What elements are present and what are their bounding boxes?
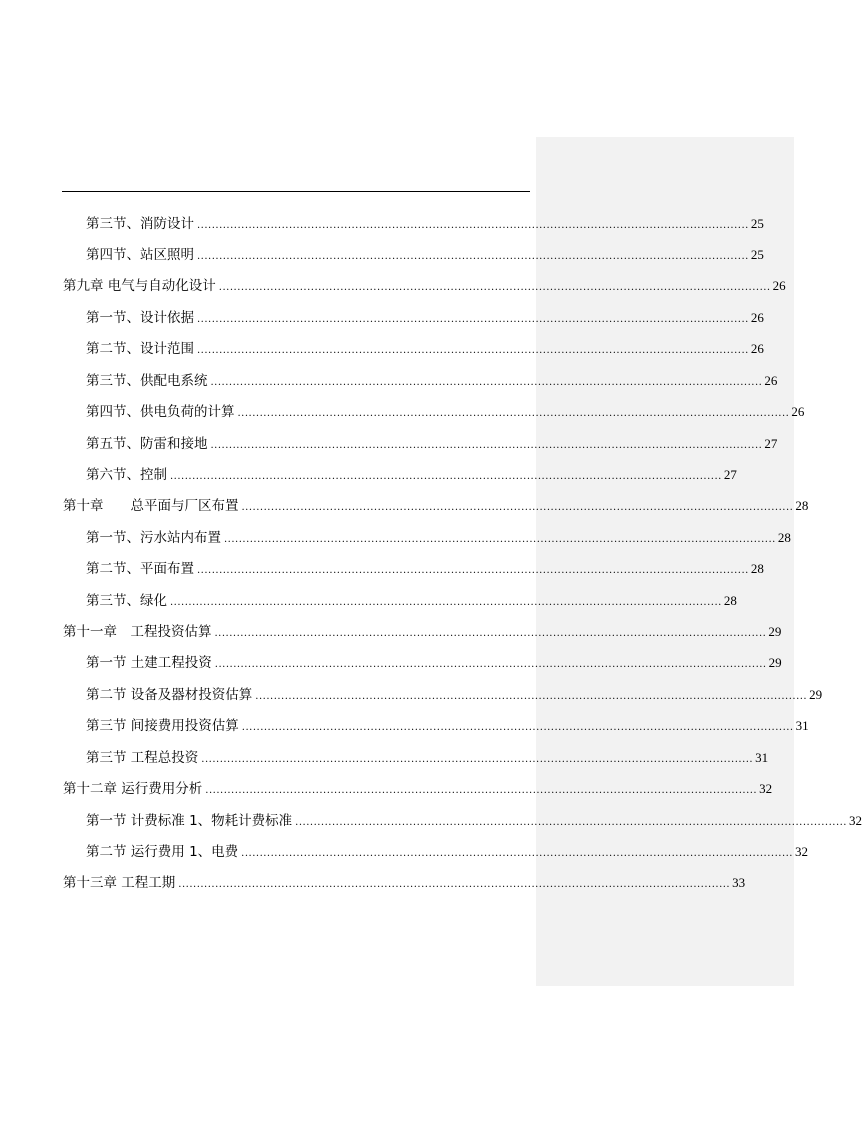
dot-leader: ...................................................................................................................................................... [237,408,790,419]
toc-entry[interactable] [86,434,778,454]
toc-entry-title: 第一节、污水站内布置 [86,530,221,546]
toc-entry-page: 31 [755,750,769,765]
dot-leader: ...................................................................................................................................................... [210,377,763,388]
toc-entry-page: 32 [759,781,773,796]
toc-entry[interactable] [63,873,746,893]
toc-entry-title: 第五节、防雷和接地 [86,436,208,452]
toc-entry[interactable] [86,402,805,422]
toc-entry-page: 26 [750,341,764,356]
dot-leader: ...................................................................................................................................................... [170,597,722,608]
dot-leader: ...................................................................................................................................................... [197,345,749,356]
toc-entry[interactable] [86,842,808,862]
dot-leader: ...................................................................................................................................................... [201,754,754,765]
toc-entry-page: 26 [764,373,778,388]
dot-leader: ...................................................................................................................................................... [178,879,731,890]
dot-leader: ...................................................................................................................................................... [197,565,749,576]
toc-entry-page: 27 [723,467,737,482]
dot-leader: ...................................................................................................................................................... [214,628,767,639]
dot-leader: ...................................................................................................................................................... [224,534,776,545]
toc-entry-page: 33 [732,875,746,890]
toc-entry-page: 28 [777,530,791,545]
dot-leader: ...................................................................................................................................................... [210,440,763,451]
toc-entry-title: 第二节 设备及器材投资估算 [86,687,253,703]
dot-leader: ...................................................................................................................................................... [170,471,722,482]
dot-leader: ...................................................................................................................................................... [197,251,749,262]
toc-entry-title: 第三节 间接费用投资估算 [86,718,239,734]
toc-entry-title: 第十三章 工程工期 [63,875,176,891]
toc-entry[interactable] [86,465,737,485]
toc-entry-page: 25 [750,247,764,262]
toc-entry[interactable] [63,779,773,799]
toc-entry-page: 29 [809,687,823,702]
toc-entry[interactable] [63,496,809,516]
toc-entry-page: 31 [795,718,809,733]
toc-entry-page: 28 [723,593,737,608]
dot-leader: ...................................................................................................................................................... [214,659,767,670]
toc-entry-title: 第四节、供电负荷的计算 [86,404,235,420]
toc-entry[interactable] [86,748,769,768]
toc-entry-page: 26 [772,278,786,293]
toc-entry-title: 第二节、设计范围 [86,341,194,357]
dot-leader: ...................................................................................................................................................... [197,314,749,325]
dot-leader: ...................................................................................................................................................... [197,220,749,231]
toc-entry-title: 第六节、控制 [86,467,167,483]
toc-entry-page: 32 [794,844,808,859]
toc-entry-page: 28 [750,561,764,576]
dot-leader: ...................................................................................................................................................... [295,817,847,828]
toc-entry-page: 26 [791,404,805,419]
toc-entry-page: 28 [795,498,809,513]
toc-entry-title: 第一节 计费标准 1、物耗计费标准 [86,813,293,829]
toc-entry-page: 26 [750,310,764,325]
dot-leader: ...................................................................................................................................................... [241,722,794,733]
header-rule [62,191,530,192]
toc-entry[interactable] [86,591,737,611]
toc-entry-title: 第十二章 运行费用分析 [63,781,203,797]
toc-entry[interactable] [86,308,764,328]
toc-entry[interactable] [86,653,782,673]
toc-entry-page: 25 [750,216,764,231]
dot-leader: ...................................................................................................................................................... [218,282,771,293]
toc-entry[interactable] [86,716,809,736]
dot-leader: ...................................................................................................................................................... [205,785,758,796]
toc-entry-title: 第二节 运行费用 1、电费 [86,844,239,860]
toc-entry-title: 第三节、供配电系统 [86,373,208,389]
toc-entry[interactable] [86,214,764,234]
toc-entry-title: 第三节、绿化 [86,593,167,609]
toc-entry[interactable] [86,811,862,831]
toc-entry-title: 第三节 工程总投资 [86,750,199,766]
toc-entry[interactable] [63,276,786,296]
toc-entry-title: 第一节 土建工程投资 [86,655,212,671]
toc-entry-title: 第十一章 工程投资估算 [63,624,212,640]
toc-entry-title: 第十章 总平面与厂区布置 [63,498,239,514]
toc-entry-title: 第四节、站区照明 [86,247,194,263]
dot-leader: ...................................................................................................................................................... [255,691,808,702]
toc-entry-page: 32 [848,813,862,828]
toc-entry-title: 第一节、设计依据 [86,310,194,326]
toc-entry[interactable] [86,528,791,548]
toc-entry[interactable] [86,559,764,579]
toc-entry[interactable] [86,245,764,265]
toc-entry-title: 第九章 电气与自动化设计 [63,278,216,294]
toc-entry[interactable] [63,622,782,642]
toc-entry-page: 29 [768,624,782,639]
toc-entry-title: 第三节、消防设计 [86,216,194,232]
toc-entry-page: 29 [768,655,782,670]
toc-entry[interactable] [86,339,764,359]
toc-entry[interactable] [86,371,778,391]
dot-leader: ...................................................................................................................................................... [241,848,793,859]
toc-entry-page: 27 [764,436,778,451]
toc-entry-title: 第二节、平面布置 [86,561,194,577]
dot-leader: ...................................................................................................................................................... [241,502,794,513]
toc-entry[interactable] [86,685,823,705]
